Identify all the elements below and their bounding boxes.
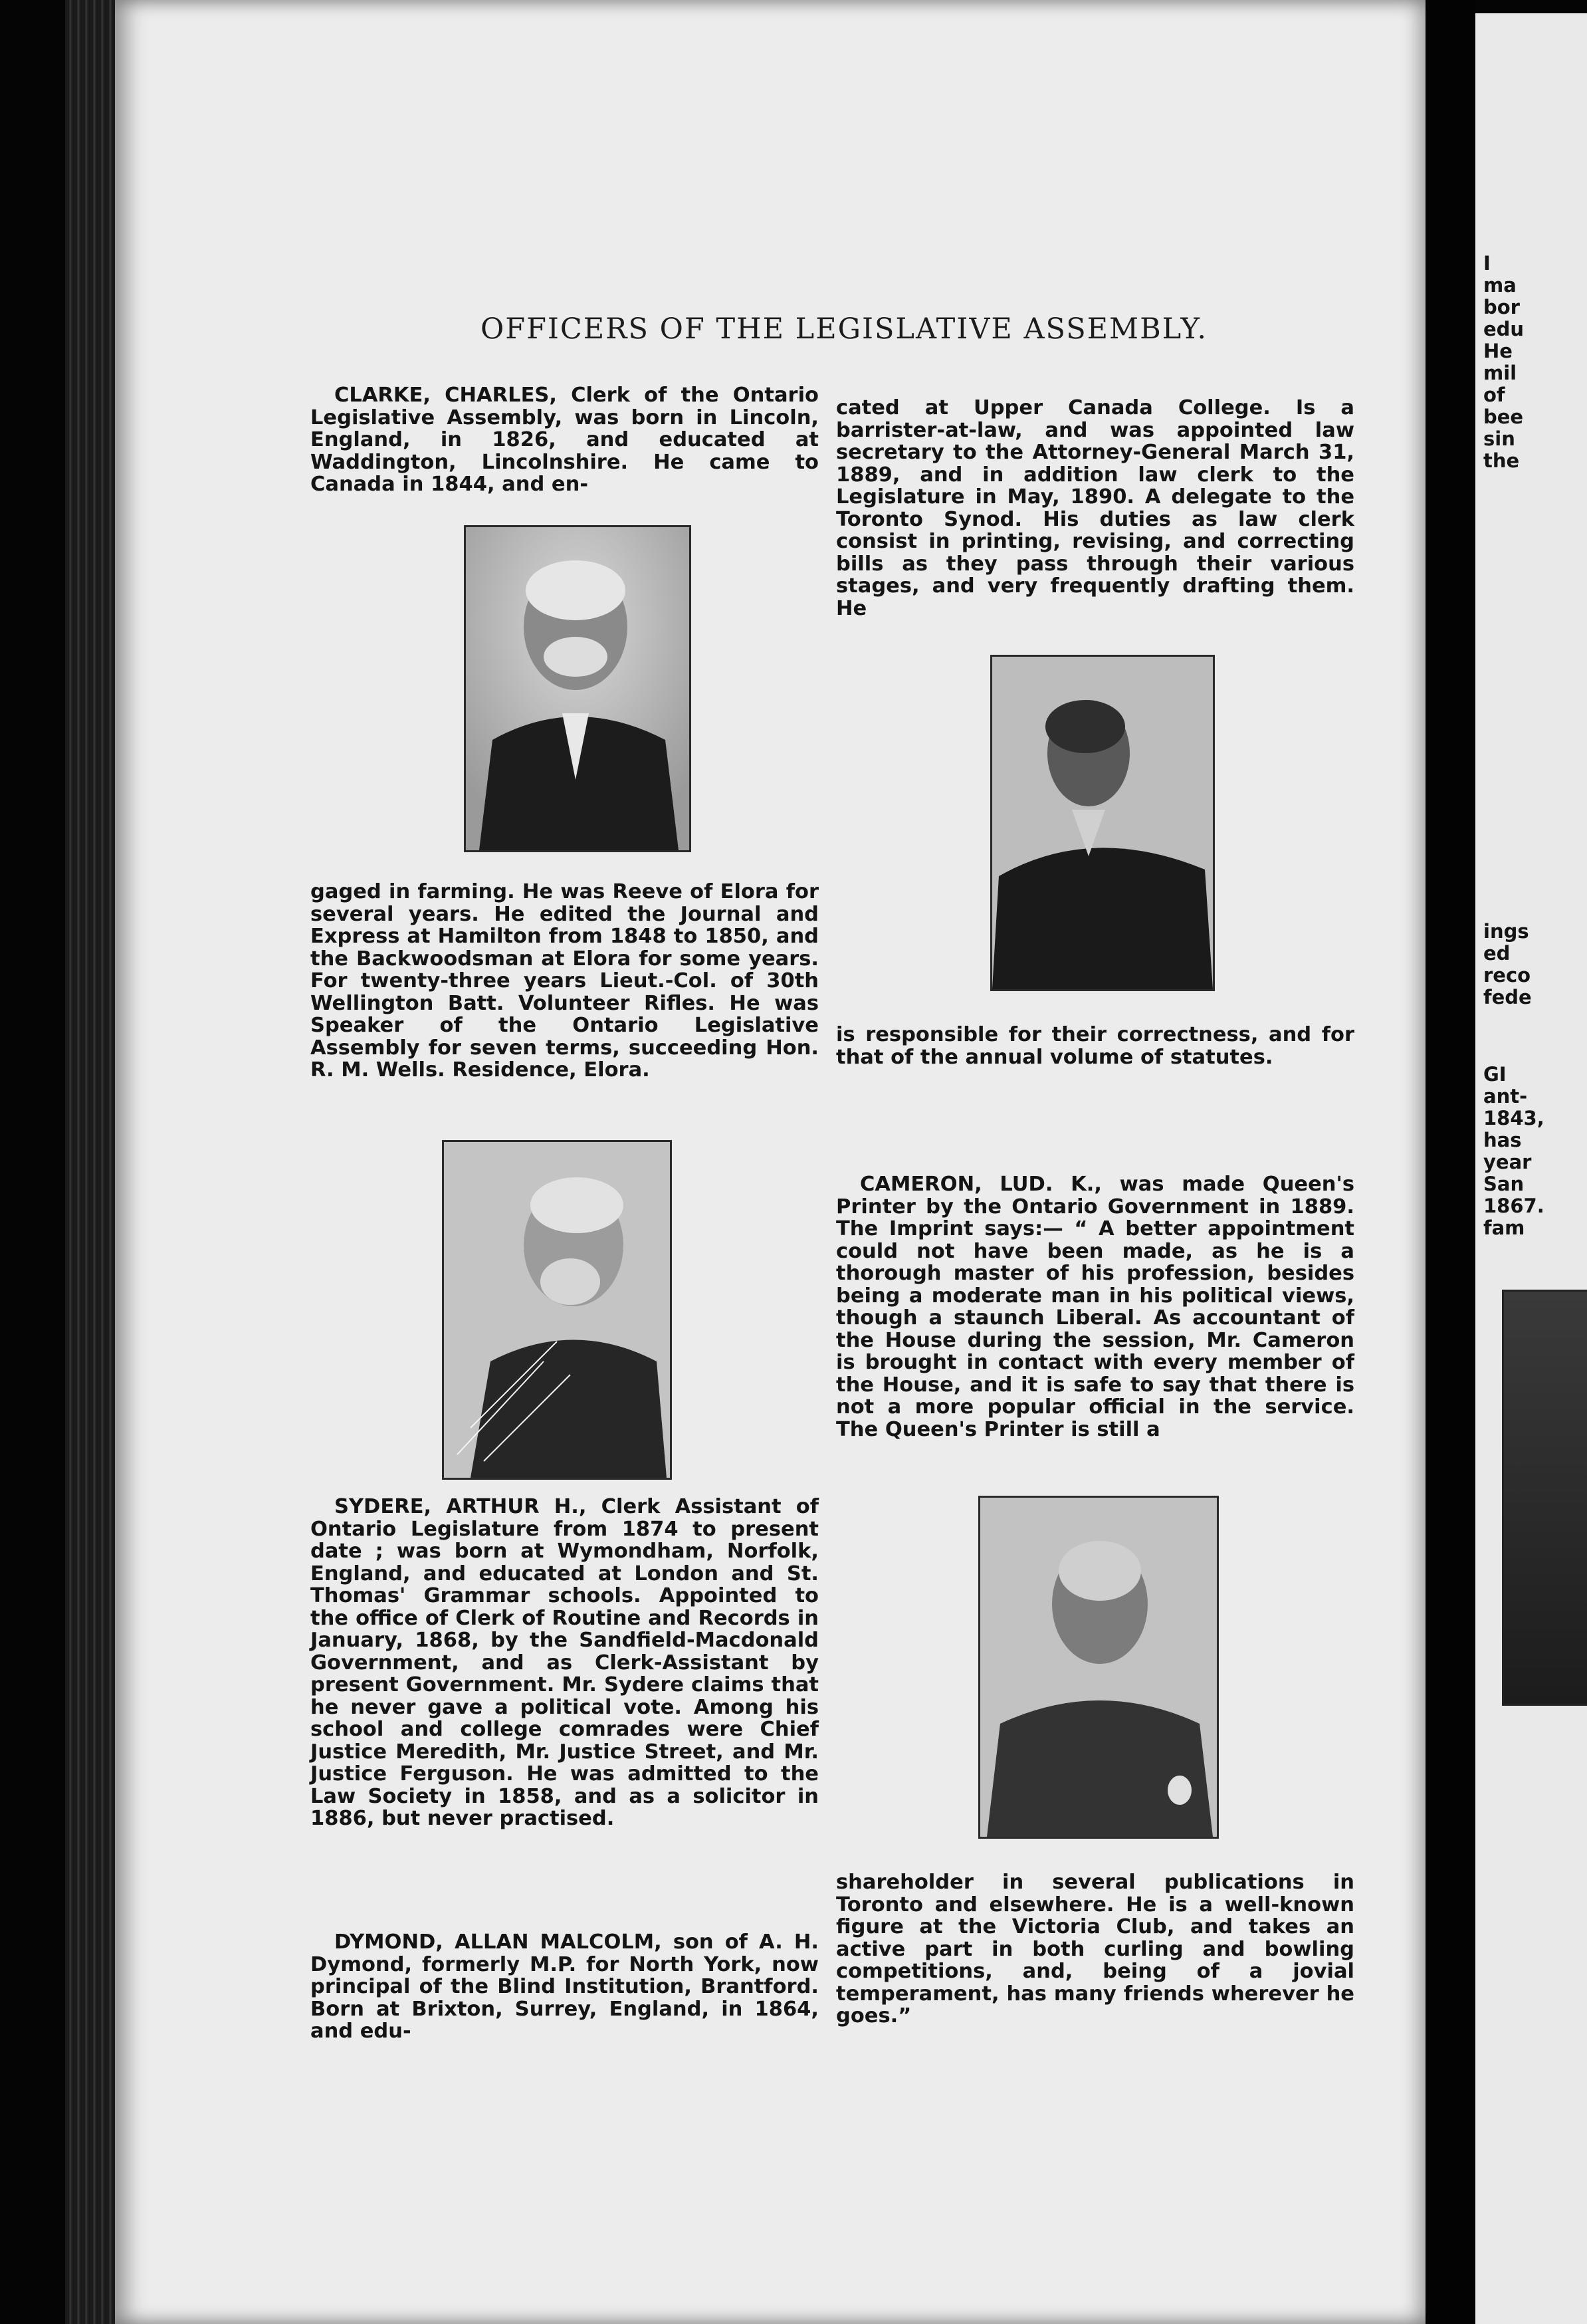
bio-clarke-text-1: CLARKE, CHARLES, Clerk of the Ontario Legislative Assembly, was born in Lincoln, England, in 1826, and educated at Waddington, Lincolnshire. He came to Canada in 1844, and en- — [310, 384, 819, 496]
page-gutter — [1426, 0, 1475, 2324]
facing-line: fam — [1483, 1217, 1525, 1239]
bio-clarke-text-2: gaged in farming. He was Reeve of Elora for several years. He edited the Journal and Express at Hamilton from 1848 to 1850, and the Backwoodsman at Elora for some years. For twenty-three years Lieut.-Col. of 30th Wellington Batt. Volunteer Rifles. He was Speaker of the Ontario Legislative Assembly for seven terms, succeeding Hon. R. M. Wells. Residence, Elora. — [310, 880, 819, 1082]
facing-line: fede — [1483, 986, 1532, 1008]
bio-dymond-text-3: is responsible for their correctness, and for that of the annual volume of statutes. — [836, 1023, 1354, 1069]
portrait-sydere — [442, 1140, 672, 1480]
facing-line: ant- — [1483, 1085, 1528, 1107]
bio-cameron-text-1: CAMERON, LUD. K., was made Queen's Printer by the Ontario Government in 1889. The Imprint says:— “ A better appointment could not have been made, as he is a thorough master of his profession, besides being a moderate man in his political views, though a staunch Liberal. As accountant of the House during the session, Mr. Cameron is brought in contact with every member of the House, and it is safe to say that there is not a more popular official in the service. The Queen's Printer is still a — [836, 1173, 1354, 1441]
bio-cameron-part1 — [836, 1173, 1354, 1441]
facing-line: the — [1483, 449, 1520, 472]
facing-line: ings — [1483, 920, 1529, 943]
portrait-cameron — [978, 1496, 1219, 1839]
bio-dymond-text-1: DYMOND, ALLAN MALCOLM, son of A. H. Dymond, formerly M.P. for North York, now principal of the Blind Institution, Brantford. Born at Brixton, Surrey, England, in 1864, and edu- — [310, 1930, 819, 2043]
bio-dymond-part2 — [836, 397, 1354, 620]
bio-dymond-text-2: cated at Upper Canada College. Is a barrister-at-law, and was appointed law secretary to the Attorney-General March 31, 1889, and in addition law clerk to the Legislature in May, 1890. A delegate to the Toronto Synod. His duties as law clerk consist in printing, revising, and correcting bills as they pass through their various stages, and very frequently drafting them. He — [836, 396, 1354, 620]
book-binding-edge — [65, 0, 115, 2324]
portrait-cameron-image — [980, 1498, 1217, 1837]
bio-dymond-part3 — [836, 1024, 1354, 1068]
portrait-clarke — [464, 525, 691, 852]
bio-dymond-part1 — [310, 1931, 819, 2043]
facing-line: reco — [1483, 964, 1531, 987]
page-heading: OFFICERS OF THE LEGISLATIVE ASSEMBLY. — [480, 312, 1208, 346]
facing-line: GI — [1483, 1063, 1507, 1086]
portrait-dymond-image — [992, 657, 1213, 989]
facing-line: I — [1483, 252, 1491, 275]
bio-clarke-part2 — [310, 881, 819, 1082]
bio-sydere — [310, 1496, 819, 1830]
bio-clarke-part1 — [310, 384, 819, 496]
portrait-sydere-image — [444, 1142, 670, 1478]
bio-cameron-part2 — [836, 1871, 1354, 2028]
facing-line: year — [1483, 1151, 1532, 1173]
portrait-clarke-image — [466, 527, 689, 850]
facing-line: ma — [1483, 274, 1517, 296]
facing-line: 1843, — [1483, 1107, 1544, 1129]
facing-line: of — [1483, 384, 1505, 406]
facing-line: San — [1483, 1173, 1525, 1195]
facing-line: ed — [1483, 942, 1511, 965]
portrait-dymond — [990, 655, 1215, 991]
facing-line: 1867. — [1483, 1195, 1544, 1217]
facing-line: He — [1483, 340, 1513, 362]
bio-sydere-text: SYDERE, ARTHUR H., Clerk Assistant of Ontario Legislature from 1874 to present date ; was born at Wymondham, Norfolk, England, and educated at London and St. Thomas' Grammar schools. Appointed to the office of Clerk of Routine and Records in January, 1868, by the Sandfield-Macdonald Government, and as Clerk-Assistant by present Government. Mr. Sydere claims that he never gave a political vote. Among his school and college comrades were Chief Justice Meredith, Mr. Justice Street, and Mr. Justice Ferguson. He was admitted to the Law Society in 1858, and as a solicitor in 1886, but never practised. — [310, 1495, 819, 1830]
facing-line: mil — [1483, 362, 1517, 384]
facing-line: bee — [1483, 406, 1524, 428]
bio-cameron-text-2: shareholder in several publications in Toronto and elsewhere. He is a well-known figure at the Victoria Club, and takes an active part in both curling and bowling competitions, and, being of a jovial temperament, has many friends wherever he goes.” — [836, 1871, 1354, 2028]
facing-page-portrait — [1502, 1290, 1587, 1706]
facing-page-fragment — [1475, 13, 1587, 2324]
facing-line: has — [1483, 1129, 1522, 1151]
facing-line: edu — [1483, 318, 1525, 340]
facing-line: sin — [1483, 427, 1515, 450]
facing-line: bor — [1483, 296, 1520, 318]
